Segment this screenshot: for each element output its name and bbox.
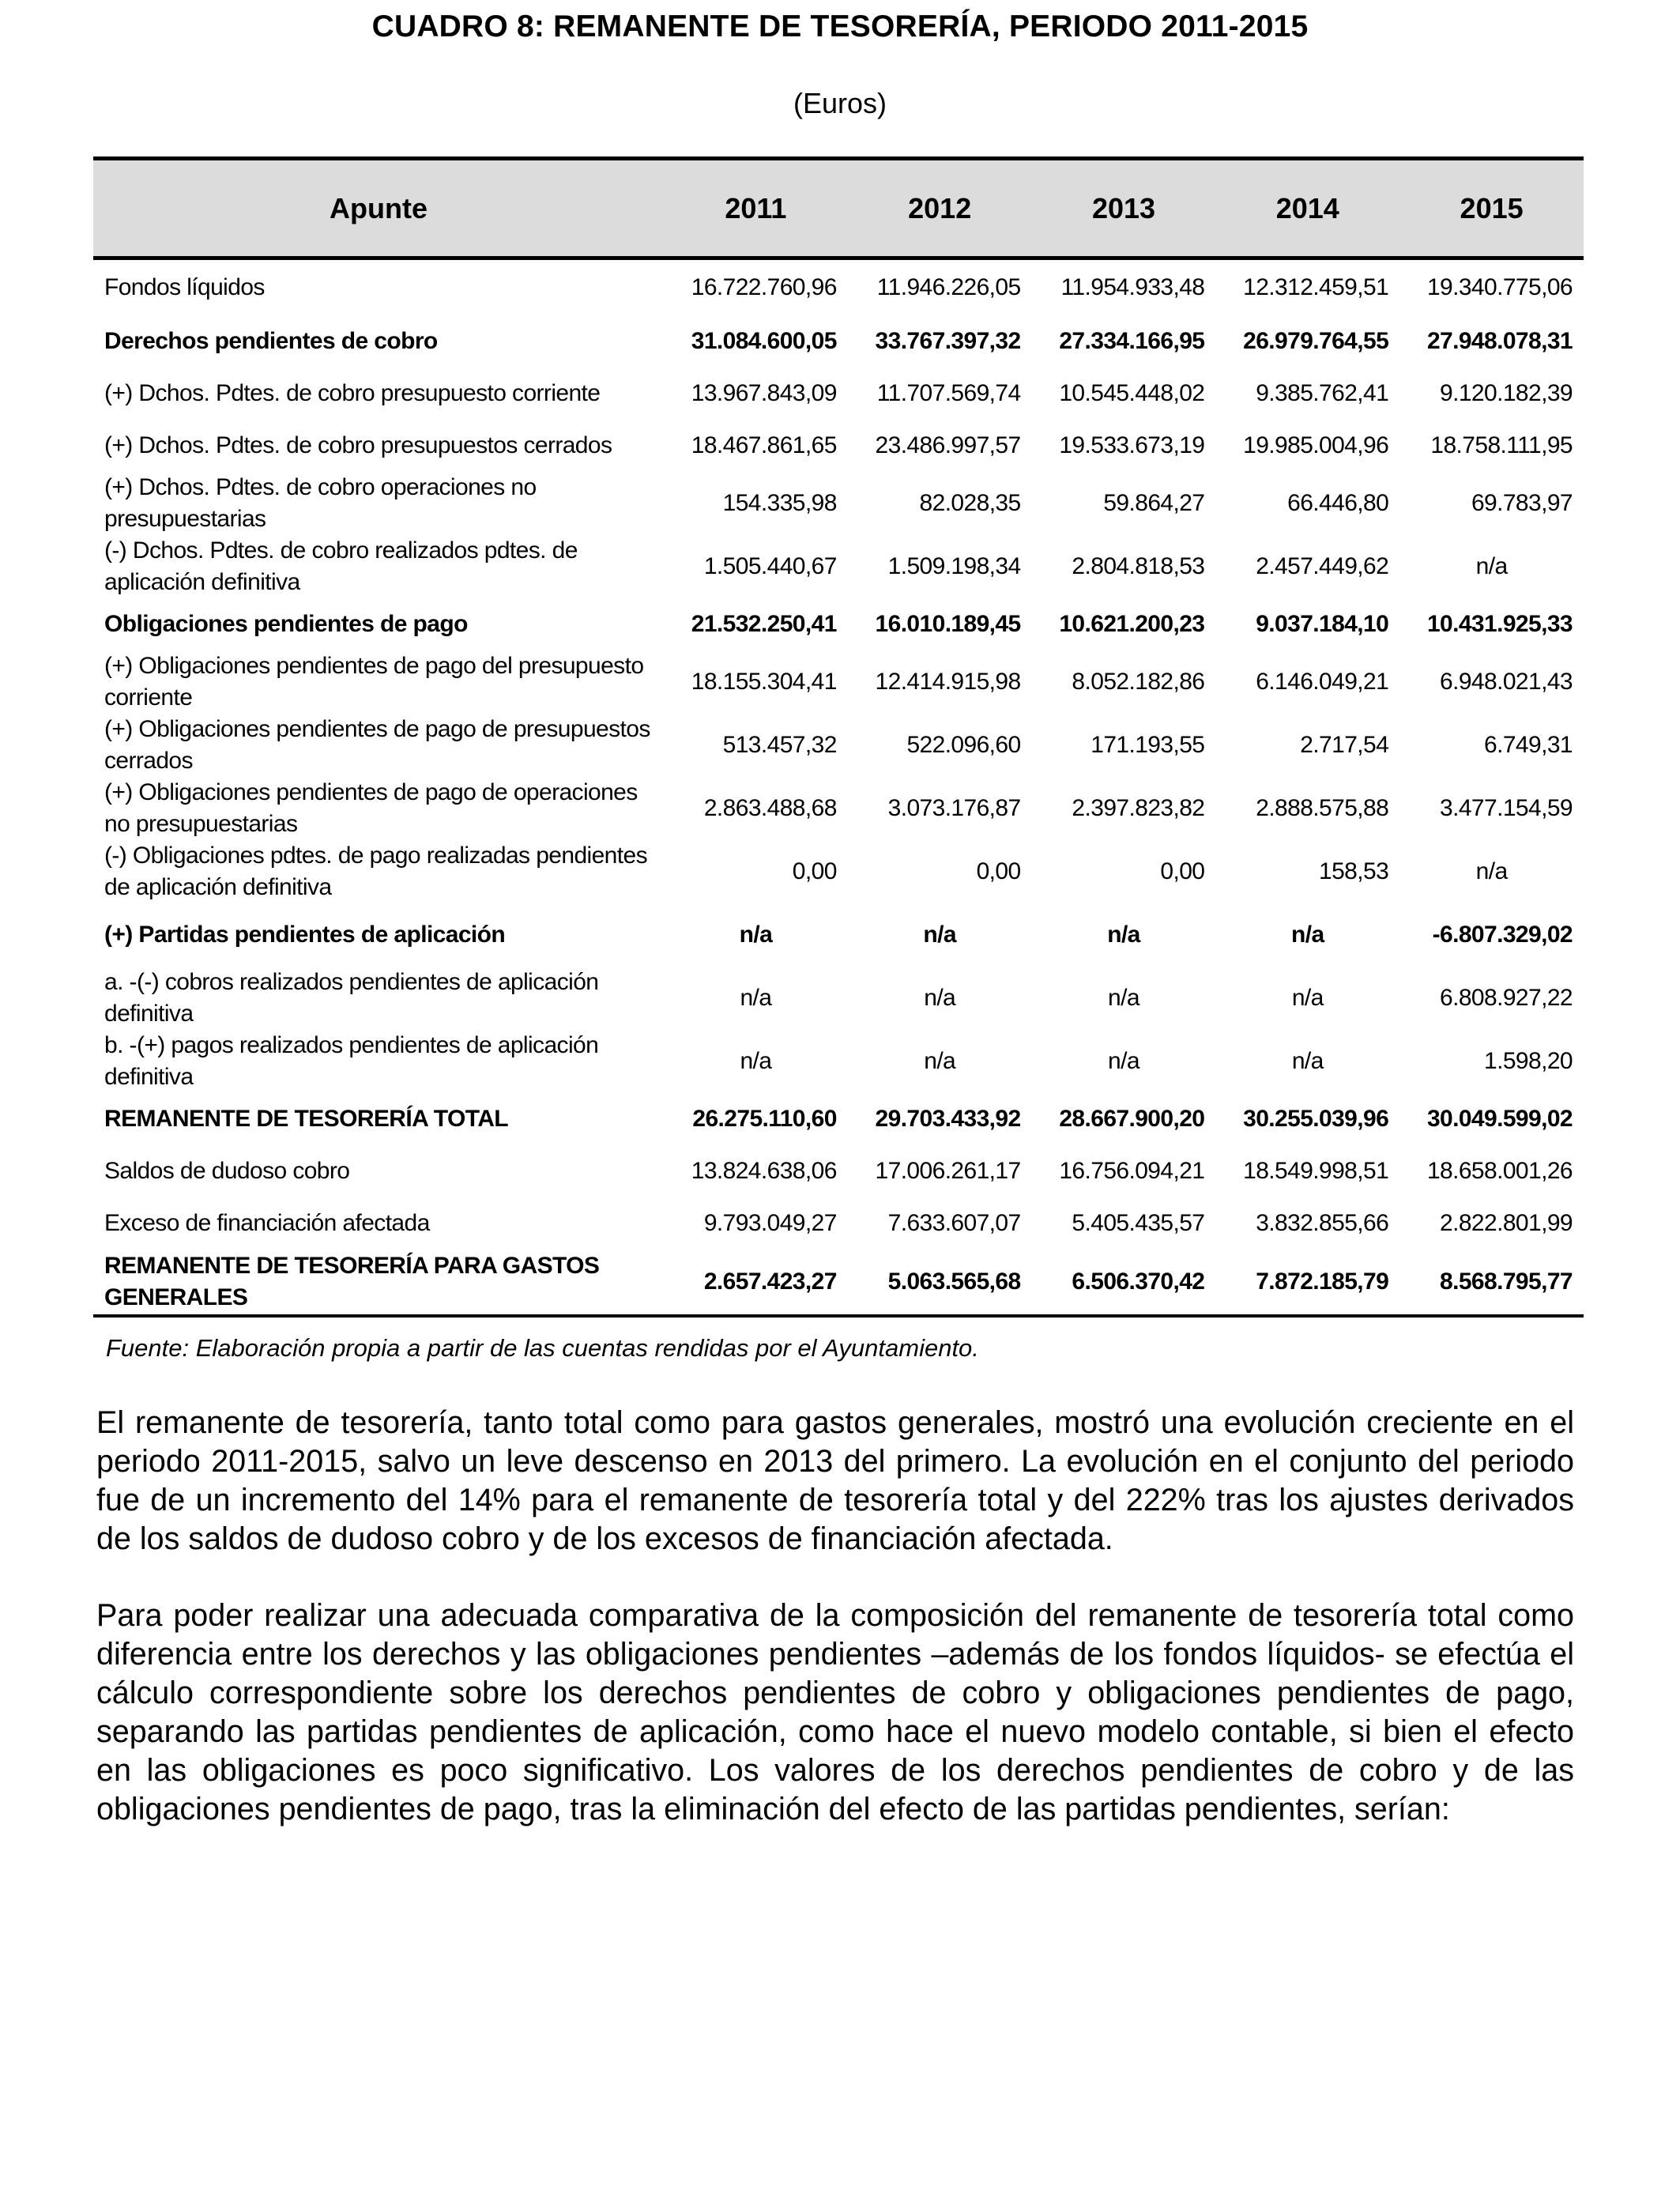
table-row: [93, 420, 1584, 472]
table-row: [93, 903, 1584, 967]
cell-value: 16.010.189,45: [875, 610, 1021, 637]
cell-value: 18.467.861,65: [691, 432, 837, 458]
cell-value: n/a: [1475, 552, 1508, 579]
cell-value: 23.486.997,57: [875, 432, 1021, 458]
row-label: (-) Obligaciones pdtes. de pago realizadas pendientes de aplicación definitiva: [104, 842, 647, 900]
table-row: [93, 650, 1584, 714]
cell-value: 30.255.039,96: [1243, 1105, 1389, 1132]
cell-value: 33.767.397,32: [875, 327, 1021, 354]
source-note: Fuente: Elaboración propia a partir de las cuentas rendidas por el Ayuntamiento.: [106, 1334, 979, 1362]
cell-value: 9.120.182,39: [1440, 379, 1573, 406]
cell-value: 513.457,32: [722, 731, 837, 758]
cell-value: n/a: [923, 921, 956, 948]
cell-value: 21.532.250,41: [691, 610, 837, 637]
cell-value: 5.063.565,68: [848, 1250, 1032, 1316]
cell-value: 3.832.855,66: [1256, 1209, 1389, 1236]
cell-value: 8.568.795,77: [1399, 1250, 1584, 1316]
table-row: [93, 967, 1584, 1030]
cell-value: 29.703.433,92: [875, 1105, 1021, 1132]
table-row: [93, 315, 1584, 368]
cell-value: 2.717,54: [1300, 731, 1389, 758]
table-header-row: [93, 159, 1584, 258]
cell-value: 1.509.198,34: [887, 552, 1021, 579]
row-label: (-) Dchos. Pdtes. de cobro realizados pdtes. de aplicación definitiva: [104, 537, 578, 595]
row-label: REMANENTE DE TESORERÍA PARA GASTOS GENERALES: [93, 1250, 664, 1316]
cell-value: 0,00: [1160, 858, 1205, 884]
cell-value: 10.545.448,02: [1059, 379, 1205, 406]
column-header: 2015: [1399, 159, 1584, 258]
row-label: Obligaciones pendientes de pago: [104, 610, 468, 637]
cell-value: n/a: [739, 921, 773, 948]
cell-value: 30.049.599,02: [1426, 1105, 1573, 1132]
column-header: 2012: [848, 159, 1032, 258]
row-label: (+) Obligaciones pendientes de pago de presupuestos cerrados: [104, 715, 650, 774]
cell-value: 5.405.435,57: [1072, 1209, 1205, 1236]
cell-value: 10.431.925,33: [1426, 610, 1573, 637]
cell-value: 66.446,80: [1287, 489, 1389, 516]
cell-value: 17.006.261,17: [875, 1157, 1021, 1184]
cell-value: 158,53: [1319, 858, 1389, 884]
column-header: Apunte: [93, 159, 664, 258]
cell-value: 1.505.440,67: [703, 552, 837, 579]
table-row: [93, 1197, 1584, 1250]
cell-value: 6.749,31: [1484, 731, 1573, 758]
column-header: 2011: [664, 159, 848, 258]
cell-value: 13.967.843,09: [691, 379, 837, 406]
cell-value: n/a: [740, 984, 772, 1011]
table-row: [93, 535, 1584, 598]
cell-value: 26.979.764,55: [1243, 327, 1389, 354]
cell-value: 18.549.998,51: [1243, 1157, 1389, 1184]
cell-value: 69.783,97: [1471, 489, 1573, 516]
table-row: [93, 1145, 1584, 1197]
row-label: (+) Dchos. Pdtes. de cobro presupuesto corriente: [104, 379, 601, 406]
cell-value: 13.824.638,06: [691, 1157, 837, 1184]
table-row: [93, 1030, 1584, 1093]
cell-value: 3.073.176,87: [887, 794, 1021, 821]
cell-value: 0,00: [792, 858, 837, 884]
cell-value: 19.533.673,19: [1059, 432, 1205, 458]
body-paragraph: Para poder realizar una adecuada comparativa de la composición del remanente de tesorería total como diferencia entre los derechos y las obligaciones pendientes –además de los fondos líquidos- se efectúa el cálculo correspondiente sobre los derechos pendientes de cobro y obligaciones pendientes de pago, separando las partidas pendientes de aplicación, como hace el nuevo modelo contable, si bien el efecto en las obligaciones es poco significativo. Los valores de los derechos pendientes de cobro y de las obligaciones pendientes de pago, tras la eliminación del efecto de las partidas pendientes, serían:: [96, 1598, 1574, 1826]
cell-value: 11.946.226,05: [876, 273, 1021, 300]
cell-value: n/a: [924, 984, 956, 1011]
cell-value: 26.275.110,60: [692, 1105, 837, 1132]
cell-value: 12.414.915,98: [875, 668, 1021, 695]
cell-value: n/a: [924, 1047, 956, 1074]
table-subtitle: (Euros): [793, 87, 887, 119]
row-label: (+) Dchos. Pdtes. de cobro operaciones no presupuestarias: [104, 473, 537, 532]
cell-value: 1.598,20: [1484, 1047, 1573, 1074]
cell-value: 12.312.459,51: [1243, 273, 1389, 300]
table-row: [93, 258, 1584, 315]
cell-value: n/a: [1291, 921, 1324, 948]
cell-value: 10.621.200,23: [1059, 610, 1205, 637]
table-row: [93, 368, 1584, 420]
cell-value: 28.667.900,20: [1059, 1105, 1205, 1132]
cell-value: 6.146.049,21: [1256, 668, 1389, 695]
row-label: REMANENTE DE TESORERÍA TOTAL: [104, 1105, 508, 1132]
column-header: 2013: [1032, 159, 1216, 258]
cell-value: 171.193,55: [1090, 731, 1205, 758]
cell-value: 522.096,60: [906, 731, 1021, 758]
row-label: Fondos líquidos: [104, 273, 265, 300]
cell-value: 2.888.575,88: [1256, 794, 1389, 821]
row-label: Derechos pendientes de cobro: [104, 327, 438, 354]
cell-value: n/a: [1291, 1047, 1324, 1074]
row-label: a. -(-) cobros realizados pendientes de aplicación definitiva: [104, 968, 599, 1027]
cell-value: 27.948.078,31: [1426, 327, 1573, 354]
cell-value: 9.037.184,10: [1256, 610, 1389, 637]
cell-value: -6.807.329,02: [1432, 921, 1573, 948]
cell-value: n/a: [1107, 921, 1140, 948]
cell-value: 6.506.370,42: [1032, 1250, 1216, 1316]
row-label: b. -(+) pagos realizados pendientes de aplicación definitiva: [104, 1031, 599, 1090]
cell-value: 19.340.775,06: [1426, 273, 1573, 300]
table-row: [93, 777, 1584, 840]
cell-value: 3.477.154,59: [1440, 794, 1573, 821]
cell-value: 18.758.111,95: [1430, 432, 1573, 458]
cell-value: 31.084.600,05: [691, 327, 837, 354]
cell-value: 27.334.166,95: [1059, 327, 1205, 354]
cell-value: 59.864,27: [1103, 489, 1205, 516]
cell-value: n/a: [1291, 984, 1324, 1011]
cell-value: 2.804.818,53: [1072, 552, 1205, 579]
table-row: [93, 472, 1584, 535]
cell-value: 2.397.823,82: [1072, 794, 1205, 821]
row-label: Exceso de financiación afectada: [104, 1209, 430, 1236]
row-label: (+) Partidas pendientes de aplicación: [104, 921, 506, 948]
cell-value: 82.028,35: [919, 489, 1021, 516]
cell-value: 2.863.488,68: [703, 794, 837, 821]
row-label: (+) Obligaciones pendientes de pago del presupuesto corriente: [104, 652, 644, 711]
column-header: 2014: [1215, 159, 1399, 258]
cell-value: n/a: [1108, 984, 1139, 1011]
cell-value: 6.808.927,22: [1440, 984, 1573, 1011]
table-row: [93, 840, 1584, 903]
cell-value: 11.707.569,74: [876, 379, 1021, 406]
row-label: (+) Obligaciones pendientes de pago de operaciones no presupuestarias: [104, 778, 638, 837]
body-paragraph: El remanente de tesorería, tanto total como para gastos generales, mostró una evolución creciente en el periodo 2011-2015, salvo un leve descenso en 2013 del primero. La evolución en el conjunto del periodo fue de un incremento del 14% para el remanente de tesorería total y del 222% tras los ajustes derivados de los saldos de dudoso cobro y de los excesos de financiación afectada.: [96, 1405, 1574, 1556]
cell-value: 6.948.021,43: [1440, 668, 1573, 695]
table-row: [93, 1250, 1584, 1316]
cell-value: 2.457.449,62: [1256, 552, 1389, 579]
cell-value: 9.385.762,41: [1256, 379, 1389, 406]
cell-value: 8.052.182,86: [1072, 668, 1205, 695]
cell-value: 9.793.049,27: [703, 1209, 837, 1236]
cell-value: 16.756.094,21: [1059, 1157, 1205, 1184]
row-label: Saldos de dudoso cobro: [104, 1157, 350, 1184]
row-label: (+) Dchos. Pdtes. de cobro presupuestos cerrados: [104, 432, 612, 458]
cell-value: 0,00: [976, 858, 1021, 884]
cell-value: 16.722.760,96: [691, 273, 837, 300]
table-title: CUADRO 8: REMANENTE DE TESORERÍA, PERIODO 2011-2015: [371, 9, 1309, 43]
table-row: [93, 1093, 1584, 1145]
cell-value: 2.822.801,99: [1440, 1209, 1573, 1236]
cell-value: 7.633.607,07: [887, 1209, 1021, 1236]
cell-value: 154.335,98: [722, 489, 837, 516]
cell-value: 18.155.304,41: [691, 668, 837, 695]
cell-value: n/a: [1108, 1047, 1139, 1074]
cell-value: 18.658.001,26: [1426, 1157, 1573, 1184]
cell-value: 11.954.933,48: [1060, 273, 1205, 300]
cell-value: n/a: [1475, 858, 1508, 884]
cell-value: n/a: [740, 1047, 772, 1074]
table-body: [93, 258, 1584, 1316]
cell-value: 7.872.185,79: [1215, 1250, 1399, 1316]
table-row: [93, 598, 1584, 650]
cell-value: 2.657.423,27: [664, 1250, 848, 1316]
table-row: [93, 714, 1584, 777]
remanente-table: [93, 156, 1584, 1318]
cell-value: 19.985.004,96: [1243, 432, 1389, 458]
